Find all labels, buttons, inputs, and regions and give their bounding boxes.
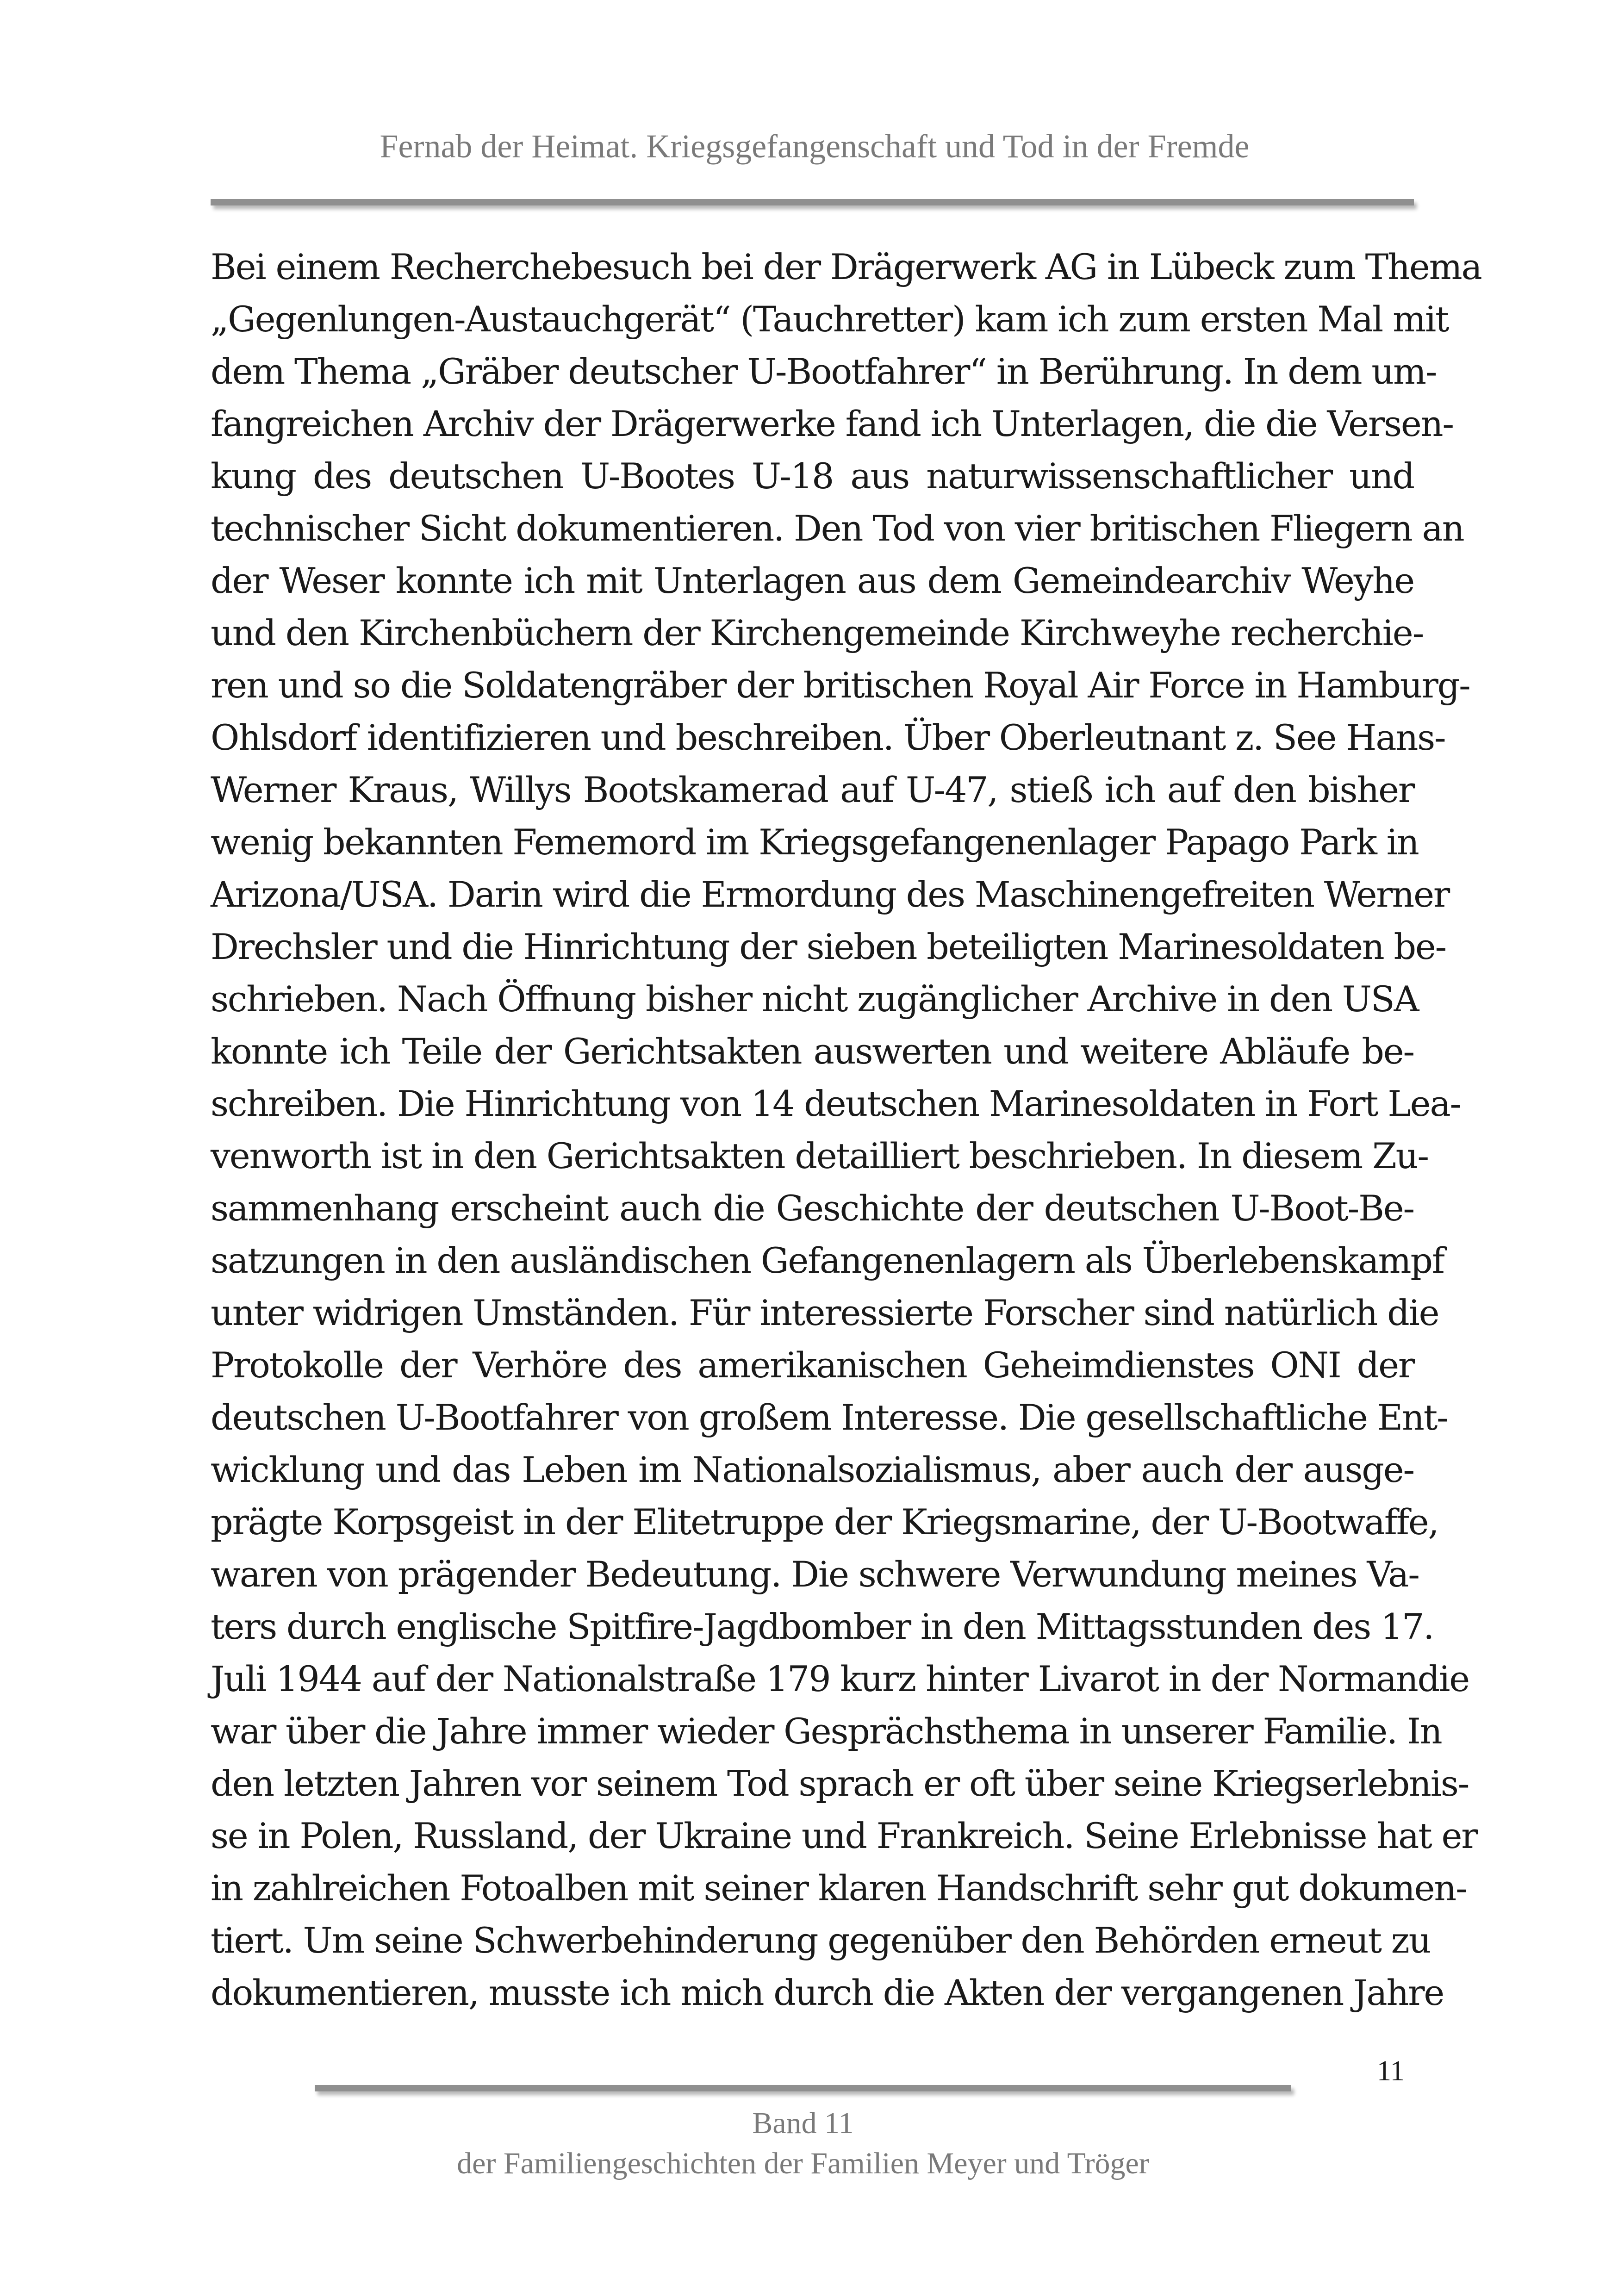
text-line: Werner Kraus, Willys Bootskamerad auf U-47, stieß ich auf den bisher	[211, 769, 1414, 810]
text-line: „Gegenlungen-Austauchgerät“ (Tauchretter) kam ich zum ersten Mal mit	[211, 299, 1449, 340]
text-line: unter widrigen Umständen. Für interessierte Forscher sind natürlich die	[211, 1292, 1439, 1333]
text-line: Juli 1944 auf der Nationalstraße 179 kurz hinter Livarot in der Normandie	[211, 1658, 1469, 1699]
text-line: den letzten Jahren vor seinem Tod sprach er oft über seine Kriegserlebnis-	[211, 1763, 1469, 1804]
footer-series: der Familiengeschichten der Familien Meyer und Tröger	[457, 2147, 1149, 2180]
running-header: Fernab der Heimat. Kriegsgefangenschaft und Tod in der Fremde	[380, 128, 1250, 165]
text-line: Protokolle der Verhöre des amerikanischen Geheimdienstes ONI der	[211, 1344, 1414, 1386]
text-line: schrieben. Nach Öffnung bisher nicht zugänglicher Archive in den USA	[211, 978, 1419, 1020]
text-line: venworth ist in den Gerichtsakten detailliert beschrieben. In diesem Zu-	[211, 1135, 1428, 1176]
text-line: tiert. Um seine Schwerbehinderung gegenüber den Behörden erneut zu	[211, 1920, 1431, 1961]
text-line: wenig bekannten Fememord im Kriegsgefangenenlager Papago Park in	[211, 821, 1419, 863]
text-line: technischer Sicht dokumentieren. Den Tod von vier britischen Fliegern an	[211, 508, 1464, 549]
text-line: konnte ich Teile der Gerichtsakten auswerten und weitere Abläufe be-	[211, 1031, 1414, 1072]
text-line: kung des deutschen U-Bootes U-18 aus naturwissenschaftlicher und	[211, 455, 1414, 497]
text-line: se in Polen, Russland, der Ukraine und Frankreich. Seine Erlebnisse hat er	[211, 1815, 1477, 1856]
text-line: schreiben. Die Hinrichtung von 14 deutschen Marinesoldaten in Fort Lea-	[211, 1083, 1461, 1124]
text-line: prägte Korpsgeist in der Elitetruppe der Kriegsmarine, der U-Bootwaffe,	[211, 1501, 1438, 1543]
text-line: fangreichen Archiv der Drägerwerke fand ich Unterlagen, die die Versen-	[211, 403, 1453, 444]
text-line: sammenhang erscheint auch die Geschichte der deutschen U-Boot-Be-	[211, 1188, 1414, 1229]
text-line: Arizona/USA. Darin wird die Ermordung des Maschinengefreiten Werner	[211, 874, 1450, 915]
text-line: ren und so die Soldatengräber der britischen Royal Air Force in Hamburg-	[211, 665, 1470, 706]
text-line: dem Thema „Gräber deutscher U-Bootfahrer“ in Berührung. In dem um-	[211, 351, 1437, 392]
text-line: in zahlreichen Fotoalben mit seiner klaren Handschrift sehr gut dokumen-	[211, 1867, 1467, 1909]
page-number: 11	[1377, 2055, 1405, 2087]
text-line: dokumentieren, musste ich mich durch die Akten der vergangenen Jahre	[211, 1972, 1444, 2013]
text-line: deutschen U-Bootfahrer von großem Interesse. Die gesellschaftliche Ent-	[211, 1397, 1448, 1438]
text-line: ters durch englische Spitfire-Jagdbomber in den Mittagsstunden des 17.	[211, 1606, 1434, 1647]
text-line: waren von prägender Bedeutung. Die schwere Verwundung meines Va-	[211, 1554, 1419, 1595]
text-line: war über die Jahre immer wieder Gesprächsthema in unserer Familie. In	[211, 1711, 1442, 1752]
text-line: Drechsler und die Hinrichtung der sieben beteiligten Marinesoldaten be-	[211, 926, 1446, 967]
header-rule	[211, 199, 1414, 205]
text-line: Ohlsdorf identifizieren und beschreiben. Über Oberleutnant z. See Hans-	[211, 717, 1445, 758]
footer-rule	[315, 2085, 1291, 2091]
text-line: der Weser konnte ich mit Unterlagen aus dem Gemeindearchiv Weyhe	[211, 560, 1414, 601]
text-line: Bei einem Recherchebesuch bei der Drägerwerk AG in Lübeck zum Thema	[211, 246, 1481, 287]
footer-volume: Band 11	[752, 2106, 854, 2140]
body-text	[211, 241, 1481, 2019]
text-line: satzungen in den ausländischen Gefangenenlagern als Überlebenskampf	[211, 1240, 1444, 1281]
text-line: wicklung und das Leben im Nationalsozialismus, aber auch der ausge-	[211, 1449, 1414, 1490]
text-line: und den Kirchenbüchern der Kirchengemeinde Kirchweyhe recherchie-	[211, 612, 1424, 653]
